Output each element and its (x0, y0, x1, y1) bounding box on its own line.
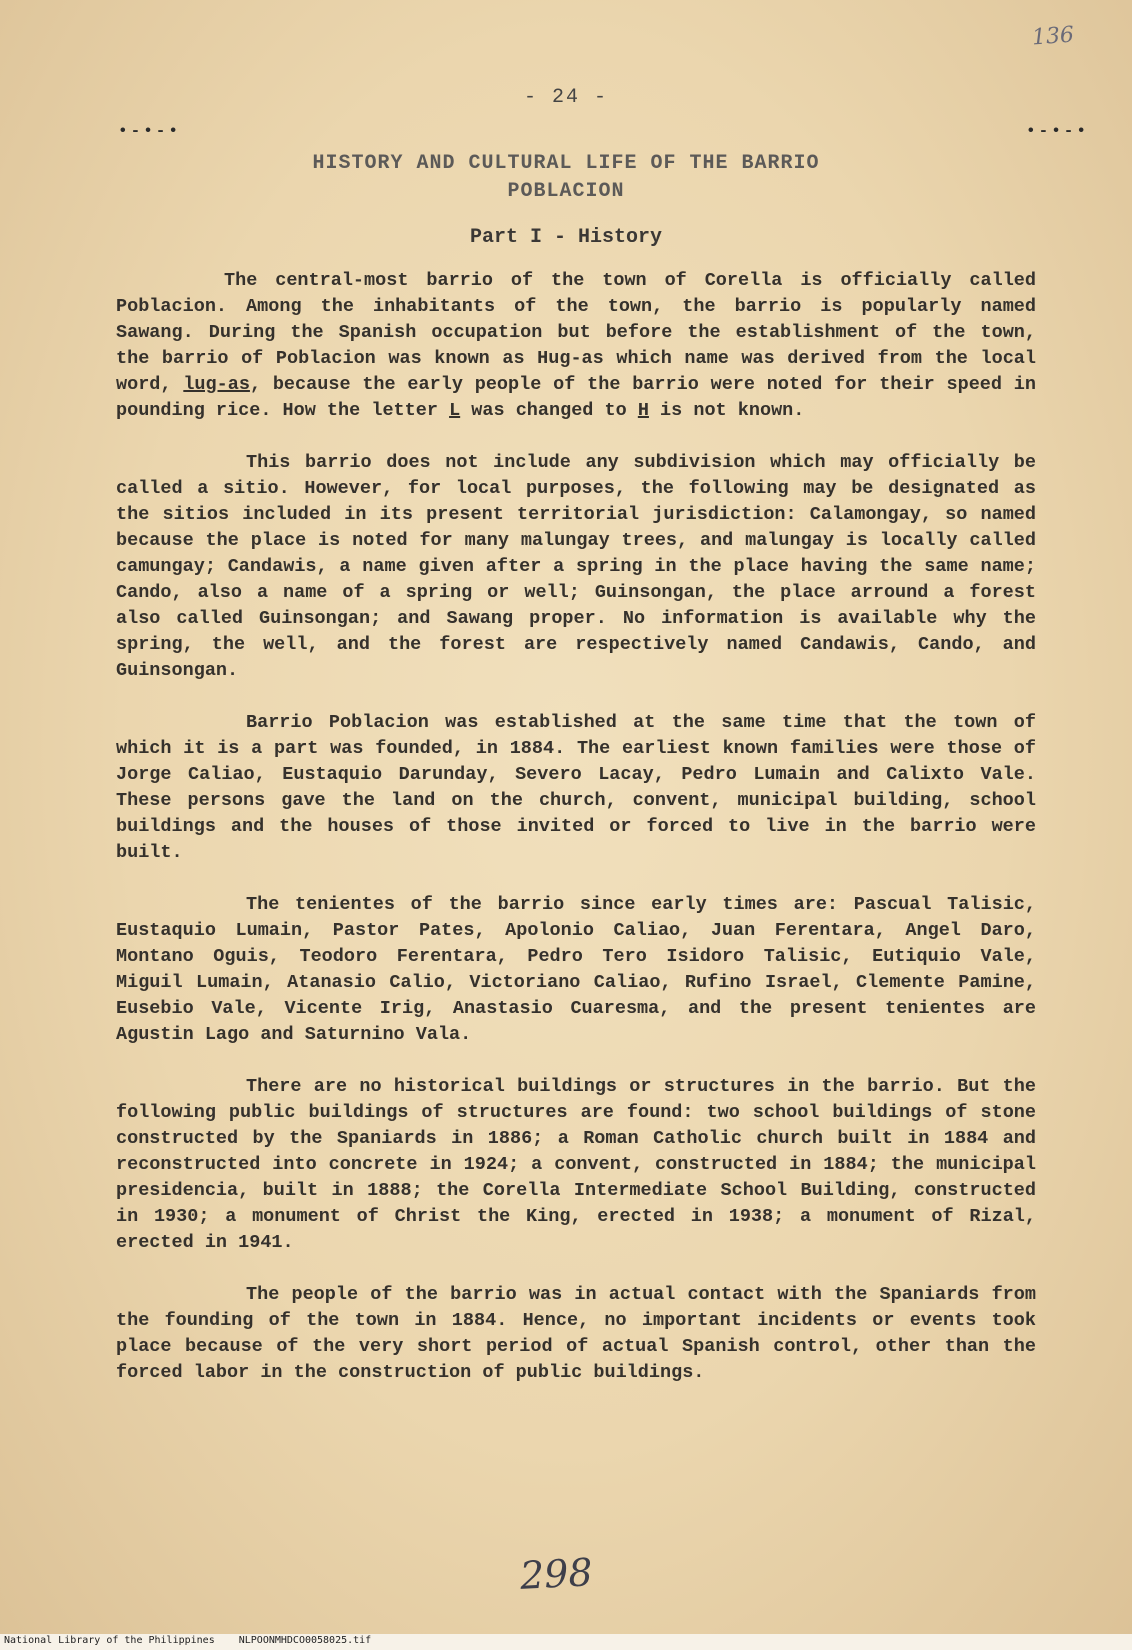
footer-institution: National Library of the Philippines (4, 1635, 215, 1646)
paragraph-1-mid: was changed to (471, 400, 627, 421)
paragraph-2 (116, 450, 1036, 684)
footer-file-id: NLPOONMHDCO0058025.tif (238, 1635, 372, 1646)
title-line-2: POBLACION (507, 180, 625, 203)
footer (4, 1635, 389, 1646)
section-heading: Part I - History (469, 226, 663, 249)
document-title (0, 150, 1132, 206)
paragraph-1 (116, 268, 1036, 424)
paragraph-3 (116, 710, 1036, 866)
decorative-dots-right: •-•-• (1026, 122, 1090, 140)
underlined-letter-l: L (449, 400, 461, 421)
paragraph-6-text: The people of the barrio was in actual contact with the Spaniards from the founding of the town in 1884. Hence, no important incidents or events took place because of the very short period of actual Spanish control, other than the forced labor in the construction of public buildings. (116, 1284, 1036, 1383)
paragraph-1-lead: The central-most barrio of the town of Corella is officially called Poblacion. Among the inhabitants of the town, the barrio is popularly named Sawang. During the Spanish occupation but before the establishment of the town, the barrio of Poblacion was known as Hug-as which name was derived from the local word, (116, 270, 1036, 395)
paragraph-6 (116, 1282, 1036, 1386)
paragraph-5 (116, 1074, 1036, 1256)
paragraph-5-text: There are no historical buildings or structures in the barrio. But the following public buildings of structures are found: two school buildings of stone constructed by the Spaniards in 1886; a Roman Catholic church built in 1884 and reconstructed into concrete in 1924; a convent, constructed in 1884; the municipal presidencia, built in 1888; the Corella Intermediate School Building, constructed in 1930; a monument of Christ the King, erected in 1938; a monument of Rizal, erected in 1941. (116, 1076, 1036, 1253)
paragraph-3-text: Barrio Poblacion was established at the same time that the town of which it is a part was founded, in 1884. The earliest known families were those of Jorge Caliao, Eustaquio Darunday, Severo Lacay, Pedro Lumain and Calixto Vale. These persons gave the land on the church, convent, municipal building, school buildings and the houses of those invited or forced to live in the barrio were built. (116, 712, 1036, 863)
paragraph-4-text: The tenientes of the barrio since early times are: Pascual Talisic, Eustaquio Lumain, Pastor Pates, Apolonio Caliao, Juan Ferentara, Angel Daro, Montano Oguis, Teodoro Ferentara, Pedro Tero Isidoro Talisic, Eutiquio Vale, Miguil Lumain, Atanasio Calio, Victoriano Caliao, Rufino Israel, Clemente Pamine, Eusebio Vale, Vicente Irig, Anastasio Cuaresma, and the present tenientes are Agustin Lago and Saturnino Vala. (116, 894, 1036, 1045)
handwritten-page-number: 136 (1031, 22, 1075, 51)
page-number: - 24 - (523, 86, 608, 109)
decorative-dots-left: •-•-• (118, 122, 182, 140)
body-text (116, 268, 1036, 1412)
paragraph-2-text: This barrio does not include any subdivision which may officially be called a sitio. However, for local purposes, the following may be designated as the sitios included in its present territorial jurisdiction: Calamongay, so named because the place is noted for many malungay trees, and malungay is locally called camungay; Candawis, a name given after a spring in the place having the same name; Cando, also a name of a spring or well; Guinsongan, the place arround a forest also called Guinsongan; and Sawang proper. No information is available why the spring, the well, and the forest are respectively named Candawis, Cando, and Guinsongan. (116, 452, 1036, 681)
handwritten-folio-number: 298 (518, 1550, 594, 1598)
paragraph-1-tail: , because the early people of the barrio were noted for their speed in pounding rice. How the letter (116, 374, 1036, 421)
underlined-word: lug-as (183, 374, 250, 395)
paragraph-1-end: is not known. (660, 400, 805, 421)
title-line-1: HISTORY AND CULTURAL LIFE OF THE BARRIO (312, 152, 820, 175)
underlined-letter-h: H (637, 400, 649, 421)
paragraph-4 (116, 892, 1036, 1048)
